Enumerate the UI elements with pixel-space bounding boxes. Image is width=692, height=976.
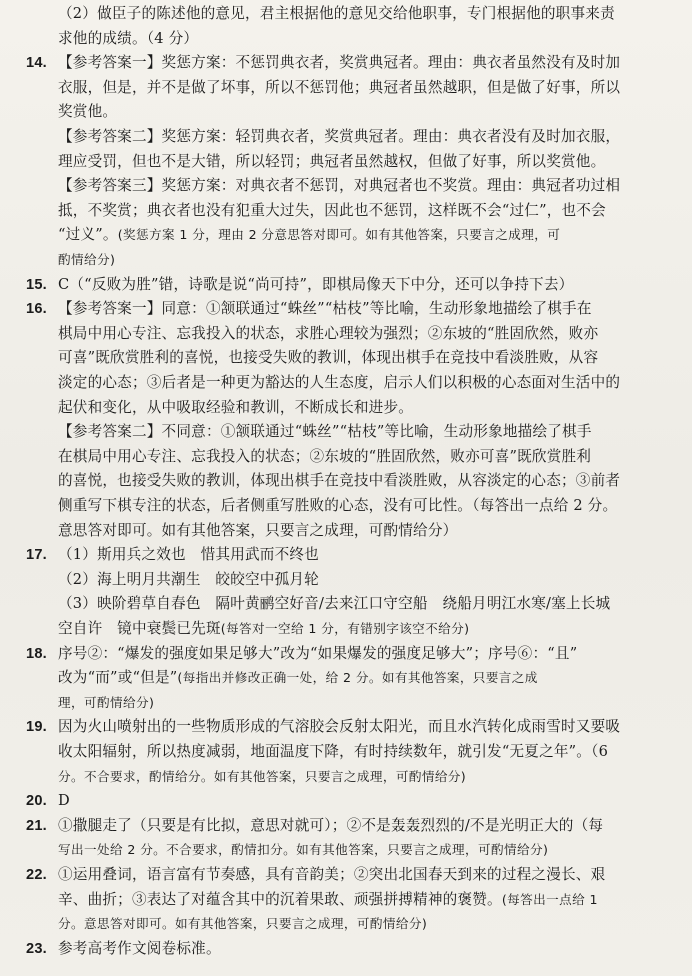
text-line <box>58 519 457 543</box>
text-line <box>58 568 319 592</box>
question-number: 23. <box>26 941 47 957</box>
answer-text: ①运用叠词，语言富有节奏感，具有音韵美；②突出北国春天到来的过程之漫长、艰 <box>58 866 606 883</box>
answer-text: 棋局中用心专注、忘我投入的状态，求胜心理较为强烈；②东坡的“胜固欣然，败亦 <box>58 325 599 342</box>
answer-text: 抵，不奖赏；典衣者也没有犯重大过失，因此也不惩罚，这样既不会“过仁”，也不会 <box>58 202 606 219</box>
answer-text: （2）海上明月共潮生 皎皎空中孤月轮 <box>58 571 319 588</box>
answer-text: 【参考答案一】同意：①颔联通过“蛛丝”“枯枝”等比喻，生动形象地描绘了棋手在 <box>58 300 592 317</box>
answer-text: 理应受罚，但也不是大错，所以轻罚；典冠者虽然越权，但做了好事，所以奖赏他。 <box>58 153 606 170</box>
answer-text: 意思答对即可。如有其他答案，只要言之成理，可酌情给分） <box>58 522 458 539</box>
answer-text: C（“反败为胜”错，诗歌是说“尚可持”，即棋局像天下中分，还可以争持下去） <box>58 276 574 293</box>
answer-text: 辛、曲折；③表达了对蕴含其中的沉着果敢、顽强拼搏精神的褒赞。 <box>58 891 502 908</box>
scoring-note: 理，可酌情给分) <box>58 695 155 710</box>
answer-text: 因为火山喷射出的一些物质形成的气溶胶会反射太阳光，而且水汽转化成雨雪时又要吸 <box>58 718 621 735</box>
answer-text: 空自许 镜中衰鬓已先斑 <box>58 620 221 637</box>
text-line <box>58 666 538 690</box>
text-line <box>26 937 221 961</box>
text-line <box>58 27 198 51</box>
text-line <box>58 420 592 444</box>
text-line <box>58 445 591 469</box>
answer-text: 侧重写下棋专注的状态，后者侧重写胜败的心态，没有可比性。（每答出一点给 2 分。 <box>58 497 618 514</box>
text-line <box>58 396 413 420</box>
text-line <box>58 174 620 198</box>
text-line <box>58 100 117 124</box>
text-line <box>58 2 615 26</box>
text-line <box>58 888 598 912</box>
text-line <box>26 543 319 567</box>
answer-text: 改为“而”或“但是” <box>58 669 178 686</box>
answer-text: （1）斯用兵之效也 惜其用武而不终也 <box>58 546 319 563</box>
text-line <box>58 494 617 518</box>
scoring-note: (奖惩方案 1 分，理由 2 分意思答对即可。如有其他答案，只要言之成理，可 <box>117 227 561 242</box>
text-line <box>58 199 606 223</box>
text-line <box>58 371 620 395</box>
text-line <box>58 765 466 789</box>
answer-text: 奖赏他。 <box>58 103 118 120</box>
answer-text: 参考高考作文阅卷标准。 <box>58 940 221 957</box>
text-line <box>58 125 620 149</box>
question-number: 17. <box>26 547 47 563</box>
answer-text: 【参考答案二】奖惩方案：轻罚典衣者，奖赏典冠者。理由：典衣者没有及时加衣服， <box>58 128 621 145</box>
text-line <box>26 297 592 321</box>
question-number: 21. <box>26 818 47 834</box>
text-line <box>58 346 598 370</box>
question-number: 19. <box>26 719 47 735</box>
answer-text: “过义”。 <box>58 226 118 243</box>
text-line <box>26 642 577 666</box>
text-line <box>58 617 469 641</box>
scoring-note: (每答对一空给 1 分，有错别字该空不给分) <box>220 621 470 636</box>
answer-text: 收太阳辐射，所以热度减弱，地面温度下降，有时持续数年，就引发“无夏之年”。（6 <box>58 743 609 760</box>
text-line <box>26 789 70 813</box>
scoring-note: 分。不合要求，酌情给分。如有其他答案，只要言之成理，可酌情给分) <box>58 769 467 784</box>
text-line <box>26 51 620 75</box>
text-line <box>58 469 620 493</box>
scoring-note: 酌情给分) <box>58 252 116 267</box>
question-number: 18. <box>26 646 47 662</box>
question-number: 15. <box>26 277 47 293</box>
answer-text: 求他的成绩。（4 分） <box>58 30 199 47</box>
answer-text: （2）做臣子的陈述他的意见，君主根据他的意见交给他职事，专门根据他的职事来责 <box>58 5 615 22</box>
text-line <box>58 838 548 862</box>
answer-text: ①撒腿走了（只要是有比拟，意思对就可）；②不是轰轰烈烈的/不是光明正大的（每 <box>58 817 604 834</box>
text-line <box>58 592 610 616</box>
question-number: 22. <box>26 867 47 883</box>
scoring-note: 写出一处给 2 分。不合要求，酌情扣分。如有其他答案，只要言之成理，可酌情给分) <box>58 842 549 857</box>
text-line <box>58 223 560 247</box>
text-line <box>58 248 115 272</box>
text-line <box>58 691 154 715</box>
scoring-note: (每答出一点给 1 <box>501 892 598 907</box>
answer-text: 【参考答案一】奖惩方案：不惩罚典衣者，奖赏典冠者。理由：典衣者虽然没有及时加 <box>58 54 621 71</box>
answer-text: 起伏和变化，从中吸取经验和教训，不断成长和进步。 <box>58 399 414 416</box>
answer-text: D <box>58 792 70 809</box>
answer-text: 在棋局中用心专注、忘我投入的状态；②东坡的“胜固欣然，败亦可喜”既欣赏胜利 <box>58 448 592 465</box>
scoring-note: (每指出并修改正确一处，给 2 分。如有其他答案，只要言之成 <box>177 670 538 685</box>
text-line <box>58 322 598 346</box>
text-line <box>26 273 573 297</box>
text-line <box>26 715 620 739</box>
answer-text: 序号②：“爆发的强度如果足够大”改为“如果爆发的强度足够大”；序号⑥：“且” <box>58 645 578 662</box>
answer-text: 【参考答案三】奖惩方案：对典衣者不惩罚，对典冠者也不奖赏。理由：典冠者功过相 <box>58 177 621 194</box>
scoring-note: 分。意思答对即可。如有其他答案，只要言之成理，可酌情给分) <box>58 916 428 931</box>
answer-text: 可喜”既欣赏胜利的喜悦，也接受失败的教训，体现出棋手在竞技中看淡胜败，从容 <box>58 349 599 366</box>
question-number: 20. <box>26 793 47 809</box>
answer-text: 【参考答案二】不同意：①颔联通过“蛛丝”“枯枝”等比喻，生动形象地描绘了棋手 <box>58 423 592 440</box>
text-line <box>58 150 605 174</box>
text-line <box>26 814 603 838</box>
text-line <box>58 912 427 936</box>
text-line <box>58 740 608 764</box>
answer-text: 的喜悦，也接受失败的教训，体现出棋手在竞技中看淡胜败，从容淡定的心态；③前者 <box>58 472 621 489</box>
text-line <box>58 76 620 100</box>
answer-text: （3）映阶碧草自春色 隔叶黄鹂空好音/去来江口守空船 绕船月明江水寒/塞上长城 <box>58 595 611 612</box>
answer-text: 衣服，但是，并不是做了坏事，所以不惩罚他；典冠者虽然越职，但是做了好事，所以 <box>58 79 621 96</box>
text-line <box>26 863 605 887</box>
question-number: 14. <box>26 55 47 71</box>
answer-text: 淡定的心态；③后者是一种更为豁达的人生态度，启示人们以积极的心态面对生活中的 <box>58 374 621 391</box>
question-number: 16. <box>26 301 47 317</box>
